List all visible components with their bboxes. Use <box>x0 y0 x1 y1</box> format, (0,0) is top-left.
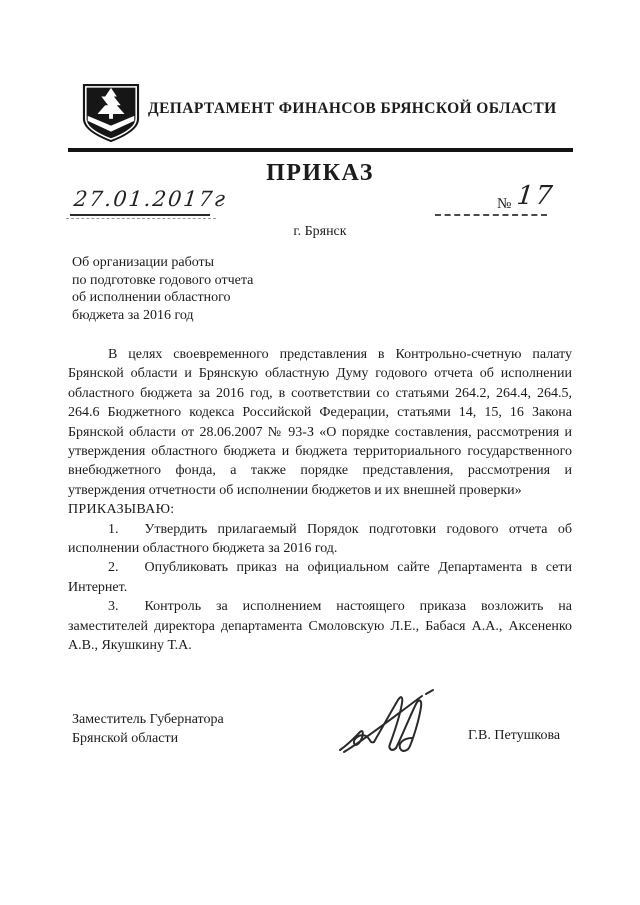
handwritten-number: 17 <box>515 181 556 211</box>
organization-name: ДЕПАРТАМЕНТ ФИНАНСОВ БРЯНСКОЙ ОБЛАСТИ <box>148 100 557 117</box>
signatory-position <box>72 711 224 748</box>
signatory-name: Г.В. Петушкова <box>468 728 561 743</box>
order-item-1 <box>68 520 572 559</box>
number-sign-label: № <box>497 196 512 212</box>
date-underline <box>70 214 210 216</box>
item-number: 2. <box>108 560 119 576</box>
date-underline-ghost <box>66 218 216 219</box>
handwritten-date: 27.01.2017г <box>72 187 229 211</box>
place-line: г. Брянск <box>293 224 347 239</box>
subject-line: бюджета за 2016 год <box>72 307 194 323</box>
subject-line: Об организации работы <box>72 255 215 270</box>
header-divider <box>68 148 573 152</box>
preamble-paragraph: В целях своевременного представления в Контрольно-счетную палату Брянской области и Брянскую областную Думу годового отчета об исполнении областного бюджета за 2016 год, в соответствии со статьями 264.2, 264.4, 264.5, 264.6 Бюджетного кодекса Российской Федерации, статьями 14, 15, 16 Закона Брянской области от 28.06.2007 № 93-З «О порядке составления, рассмотрения и утверждения областного бюджета и бюджета территориального государственного внебюджетного фонда, а также порядке представления, рассмотрения и утверждения отчетности об исполнении бюджетов и их внешней проверки» <box>68 347 572 498</box>
signatory-position-line: Брянской области <box>72 730 179 746</box>
item-text: Контроль за исполнением настоящего приказа возложить на заместителей директора департамента Смоловскую Л.Е., Бабася А.А., Аксененко А.В., Якушкину Т.А. <box>68 599 572 654</box>
order-item-3 <box>68 597 572 655</box>
item-number: 3. <box>108 599 119 615</box>
handwritten-signature-icon <box>330 688 448 762</box>
signatory-position-line: Заместитель Губернатора <box>72 712 224 727</box>
item-number: 1. <box>108 521 119 537</box>
document-body <box>68 345 572 656</box>
document-title: ПРИКАЗ <box>266 160 374 186</box>
decree-word: ПРИКАЗЫВАЮ: <box>68 502 175 518</box>
order-item-2 <box>68 558 572 597</box>
coat-of-arms-icon <box>80 82 142 144</box>
subject-line: об исполнении областного <box>72 290 231 306</box>
number-underline <box>435 214 547 216</box>
subject-line: по подготовке годового отчета <box>72 272 254 288</box>
item-text: Утвердить прилагаемый Порядок подготовки годового отчета об исполнении областного бюджета за 2016 год. <box>68 521 572 557</box>
item-text: Опубликовать приказ на официальном сайте Департамента в сети Интернет. <box>68 560 572 595</box>
subject-block <box>72 254 392 324</box>
